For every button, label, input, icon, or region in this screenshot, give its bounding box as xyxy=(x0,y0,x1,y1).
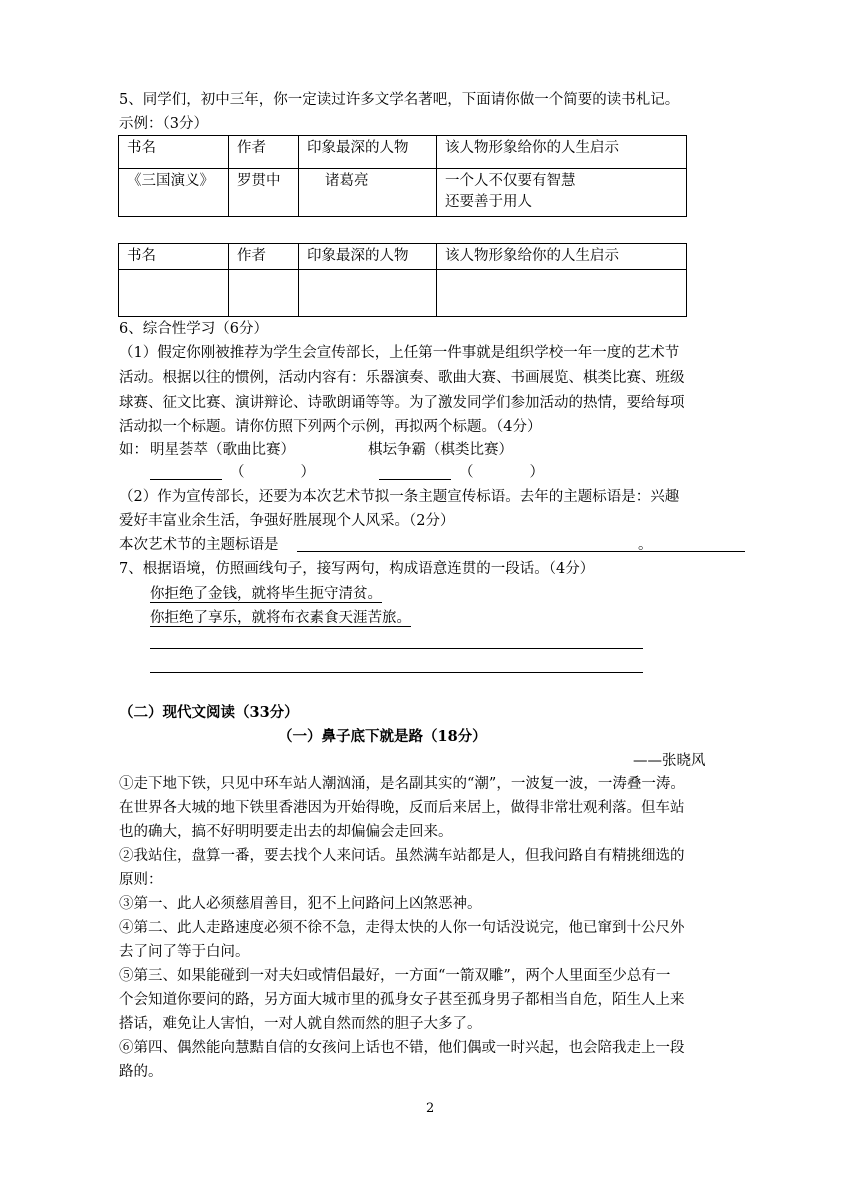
paragraph-line: 去了问了等于白问。 xyxy=(119,944,250,960)
q7-underlined-line1: 你拒绝了金钱，就将毕生扼守清贫。 xyxy=(150,586,382,602)
article-title: （一）鼻子底下就是路（18分） xyxy=(278,728,487,745)
paragraph-line: ⑥第四、偶然能向慧黠自信的女孩问上话也不错，他们偶或一时兴起，也会陪我走上一段 xyxy=(119,1040,685,1056)
answer-insight-cell[interactable] xyxy=(437,270,687,317)
example-row xyxy=(119,169,687,217)
example-title-2: 棋坛争霸（棋类比赛） xyxy=(368,442,513,458)
q7-answer-line-2[interactable] xyxy=(150,672,643,673)
slogan-end: 。 xyxy=(638,537,653,553)
example-character: 诸葛亮 xyxy=(299,169,437,217)
answer-author-cell[interactable] xyxy=(229,270,299,317)
q5-example-label: 示例：（3分） xyxy=(119,116,208,132)
header-character: 印象最深的人物 xyxy=(299,244,437,270)
paragraph-line: ④第二、此人走路速度必须不徐不急，走得太快的人你一句话没说完，他已窜到十公尺外 xyxy=(119,920,685,936)
header-insight: 该人物形象给你的人生启示 xyxy=(437,244,687,270)
paragraph-line: ②我站住，盘算一番，要去找个人来问话。虽然满车站都是人，但我问路自有精挑细选的 xyxy=(119,848,685,864)
header-author: 作者 xyxy=(229,136,299,169)
paren-close: ） xyxy=(300,464,315,481)
title-blank-2[interactable] xyxy=(379,465,451,480)
paren-open: （ xyxy=(459,464,474,481)
paragraph-line: ①走下地下铁，只见中环车站人潮汹涌，是名副其实的“潮”，一波复一波，一涛叠一涛。 xyxy=(119,776,685,792)
table-header-row xyxy=(119,136,687,169)
answer-row xyxy=(119,270,687,317)
table-header-row xyxy=(119,244,687,270)
article-author: ——张晓风 xyxy=(633,753,706,769)
header-book: 书名 xyxy=(119,244,229,270)
q7-underlined-line2: 你拒绝了享乐，就将布衣素食天涯苦旅。 xyxy=(150,610,411,626)
title-blank-1[interactable] xyxy=(150,465,222,480)
reading-section-title: （二）现代文阅读（33分） xyxy=(119,704,299,721)
paragraph-line: 也的确大，搞不好明明要走出去的却偏偏会走回来。 xyxy=(119,824,453,840)
q6-p2-line1: （2）作为宣传部长，还要为本次艺术节拟一条主题宣传标语。去年的主题标语是：兴趣 xyxy=(119,489,680,505)
example-book: 《三国演义》 xyxy=(119,169,229,217)
example-title-1: 明星荟萃（歌曲比赛） xyxy=(150,442,295,458)
example-insight-line2: 还要善于用人 xyxy=(445,194,532,210)
example-notes-table xyxy=(118,135,687,217)
paren-close: ） xyxy=(529,464,544,481)
slogan-label: 本次艺术节的主题标语是 xyxy=(119,537,279,553)
paragraph-line: 路的。 xyxy=(119,1064,163,1080)
paragraph-line: ⑤第三、如果能碰到一对夫妇或情侣最好，一方面“一箭双雕”，两个人里面至少总有一 xyxy=(119,968,671,984)
paragraph-line: ③第一、此人必须慈眉善目，犯不上问路问上凶煞恶神。 xyxy=(119,896,482,912)
answer-book-cell[interactable] xyxy=(119,270,229,317)
paragraph-line: 个会知道你要问的路，另方面大城市里的孤身女子甚至孤身男子都相当自危，陌生人上来 xyxy=(119,992,685,1008)
q6-p1-line1: （1）假定你刚被推荐为学生会宣传部长，上任第一件事就是组织学校一年一度的艺术节 xyxy=(119,345,680,361)
title-answer-2[interactable] xyxy=(379,465,544,480)
slogan-blank[interactable] xyxy=(297,551,745,552)
q7-title: 7、根据语境，仿照画线句子，接写两句，构成语意连贯的一段话。（4分） xyxy=(119,561,595,577)
header-insight: 该人物形象给你的人生启示 xyxy=(437,136,687,169)
paragraph-line: 在世界各大城的地下铁里香港因为开始得晚，反而后来居上，做得非常壮观利落。但车站 xyxy=(119,800,685,816)
answer-notes-table xyxy=(118,243,687,317)
paragraph-line: 搭话，难免让人害怕，一对人就自然而然的胆子大多了。 xyxy=(119,1016,482,1032)
q6-p2-line2: 爱好丰富业余生活，争强好胜展现个人风采。（2分） xyxy=(119,513,455,529)
q6-p1-line2: 活动。根据以往的惯例，活动内容有：乐器演奏、歌曲大赛、书画展览、棋类比赛、班级 xyxy=(119,370,685,386)
q6-title: 6、综合性学习（6分） xyxy=(119,321,268,337)
q6-p1-line3: 球赛、征文比赛、演讲辩论、诗歌朗诵等等。为了激发同学们参加活动的热情，要给每项 xyxy=(119,395,685,411)
example-insight xyxy=(437,169,687,217)
example-author: 罗贯中 xyxy=(229,169,299,217)
answer-character-cell[interactable] xyxy=(299,270,437,317)
header-author: 作者 xyxy=(229,244,299,270)
header-character: 印象最深的人物 xyxy=(299,136,437,169)
example-insight-line1: 一个人不仅要有智慧 xyxy=(445,173,576,189)
example-prefix: 如： xyxy=(119,442,148,458)
paren-open: （ xyxy=(230,464,245,481)
header-book: 书名 xyxy=(119,136,229,169)
title-answer-1[interactable] xyxy=(150,465,315,480)
q6-p1-line4: 活动拟一个标题。请你仿照下列两个示例，再拟两个标题。（4分） xyxy=(119,419,542,435)
paragraph-line: 原则： xyxy=(119,872,163,888)
q7-answer-line-1[interactable] xyxy=(150,648,643,649)
q5-intro: 5、同学们，初中三年，你一定读过许多文学名著吧，下面请你做一个简要的读书札记。 xyxy=(119,92,680,108)
page-number: 2 xyxy=(426,1101,435,1116)
